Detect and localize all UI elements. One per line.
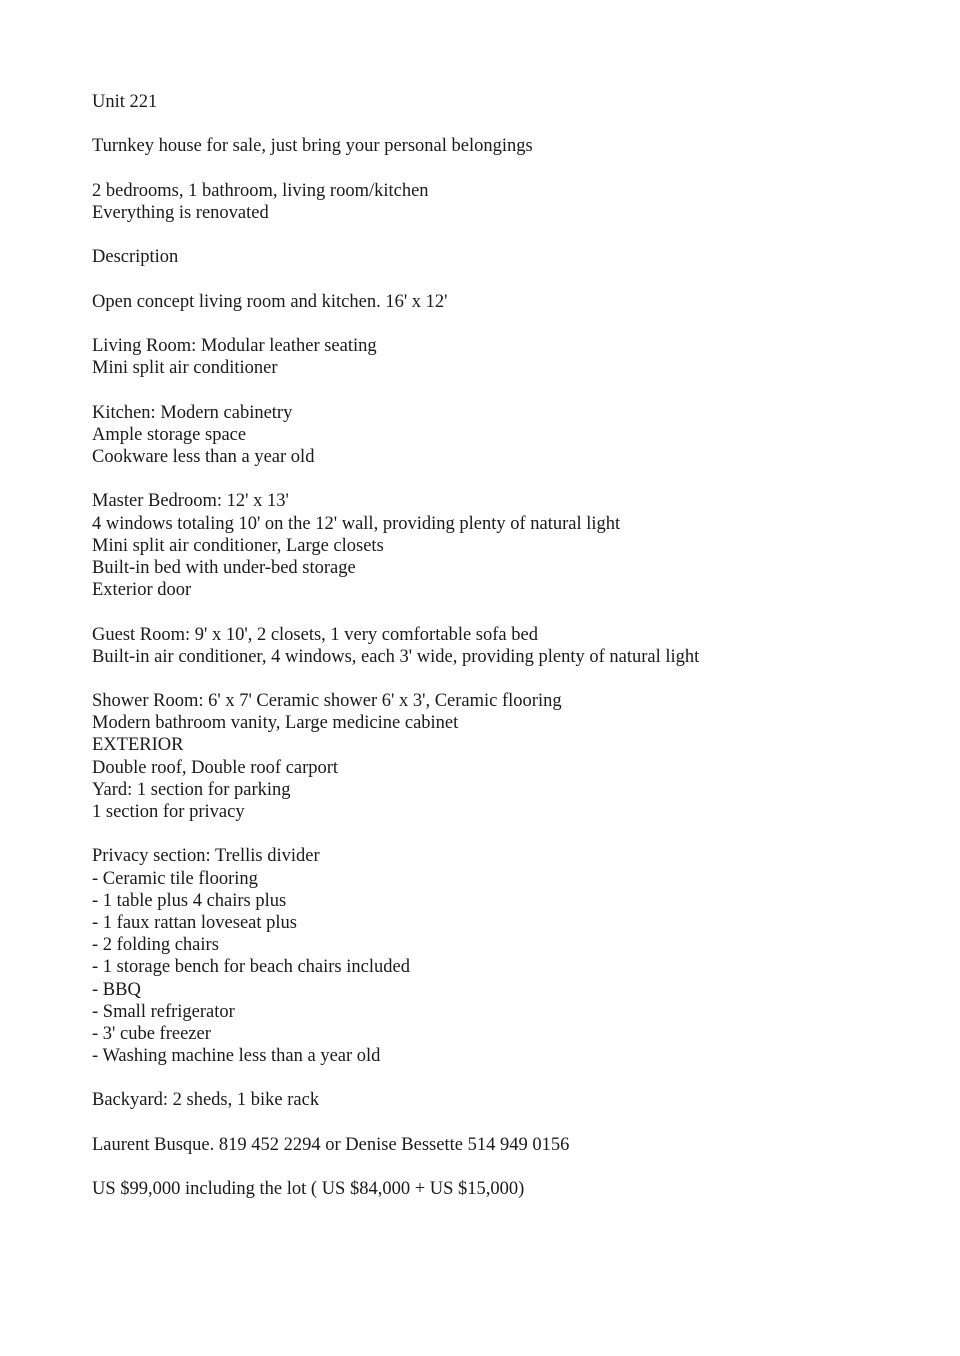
- summary-line: Everything is renovated: [92, 202, 269, 223]
- summary-line: 2 bedrooms, 1 bathroom, living room/kitchen: [92, 180, 429, 201]
- headline: Turnkey house for sale, just bring your personal belongings: [92, 136, 533, 157]
- privacy-list-item: - Small refrigerator: [92, 1001, 235, 1022]
- spacer: [92, 668, 912, 690]
- description-heading: Description: [92, 247, 179, 268]
- spacer: [92, 1112, 912, 1134]
- privacy-list-item: - 3' cube freezer: [92, 1023, 211, 1044]
- privacy-list-item: - Ceramic tile flooring: [92, 868, 258, 889]
- spacer: [92, 113, 912, 135]
- document-page: [92, 91, 912, 1200]
- spacer: [92, 158, 912, 180]
- kitchen-line: Kitchen: Modern cabinetry: [92, 402, 293, 423]
- backyard-line: Backyard: 2 sheds, 1 bike rack: [92, 1090, 320, 1111]
- exterior-heading: EXTERIOR: [92, 735, 184, 756]
- contact-line: Laurent Busque. 819 452 2294 or Denise Bessette 514 949 0156: [92, 1134, 570, 1155]
- guest-room-line: Guest Room: 9' x 10', 2 closets, 1 very comfortable sofa bed: [92, 624, 538, 645]
- shower-room-line: Modern bathroom vanity, Large medicine cabinet: [92, 713, 459, 734]
- kitchen-line: Cookware less than a year old: [92, 447, 315, 467]
- kitchen-line: Ample storage space: [92, 424, 247, 445]
- master-bedroom-line: Mini split air conditioner, Large closets: [92, 535, 384, 556]
- guest-room-line: Built-in air conditioner, 4 windows, each 3' wide, providing plenty of natural light: [92, 646, 700, 667]
- spacer: [92, 269, 912, 291]
- spacer: [92, 1067, 912, 1089]
- master-bedroom-line: Built-in bed with under-bed storage: [92, 557, 356, 578]
- living-room-line: Mini split air conditioner: [92, 358, 278, 379]
- exterior-line: Double roof, Double roof carport: [92, 757, 339, 778]
- spacer: [92, 379, 912, 401]
- privacy-list-item: - 1 faux rattan loveseat plus: [92, 912, 297, 933]
- spacer: [92, 823, 912, 845]
- spacer: [92, 1156, 912, 1178]
- shower-room-line: Shower Room: 6' x 7' Ceramic shower 6' x 3', Ceramic flooring: [92, 691, 562, 712]
- spacer: [92, 224, 912, 246]
- master-bedroom-line: Exterior door: [92, 580, 192, 601]
- price-line: US $99,000 including the lot ( US $84,000 + US $15,000): [92, 1179, 525, 1200]
- unit-title: Unit 221: [92, 92, 158, 112]
- privacy-list-item: - BBQ: [92, 979, 141, 1000]
- master-bedroom-line: Master Bedroom: 12' x 13': [92, 491, 289, 512]
- spacer: [92, 313, 912, 335]
- privacy-list-item: - 1 storage bench for beach chairs included: [92, 957, 410, 978]
- open-concept-line: Open concept living room and kitchen. 16' x 12': [92, 291, 448, 312]
- privacy-section-heading: Privacy section: Trellis divider: [92, 846, 320, 867]
- privacy-list-item: - 1 table plus 4 chairs plus: [92, 890, 287, 911]
- exterior-line: 1 section for privacy: [92, 802, 245, 822]
- privacy-list-item: - Washing machine less than a year old: [92, 1046, 381, 1067]
- privacy-list-item: - 2 folding chairs: [92, 935, 219, 956]
- spacer: [92, 601, 912, 623]
- exterior-line: Yard: 1 section for parking: [92, 779, 291, 800]
- living-room-line: Living Room: Modular leather seating: [92, 336, 377, 357]
- master-bedroom-line: 4 windows totaling 10' on the 12' wall, providing plenty of natural light: [92, 513, 621, 534]
- spacer: [92, 468, 912, 490]
